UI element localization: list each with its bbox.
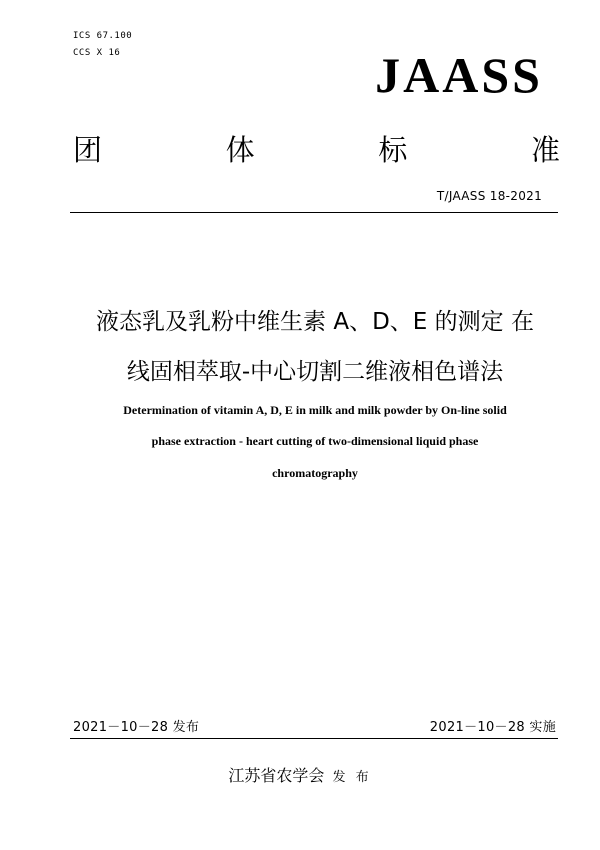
bottom-divider <box>70 738 558 739</box>
title-english-line-2: phase extraction - heart cutting of two-dimensional liquid phase <box>151 434 479 448</box>
title-chinese-line-1: 液态乳及乳粉中维生素 A、D、E 的测定 在 <box>96 309 534 335</box>
top-divider <box>70 212 558 213</box>
title-english-line-3: chromatography <box>272 466 358 480</box>
association-logo: JAASS <box>375 47 543 103</box>
issuer-action: 发 布 <box>332 770 372 785</box>
standard-type-char: 团 <box>73 133 103 167</box>
ics-code: ICS 67.100 <box>73 31 133 41</box>
issuer-line <box>200 763 400 786</box>
issuer-name: 江苏省农学会 <box>228 766 325 785</box>
standard-number: T/JAASS 18-2021 <box>436 189 542 203</box>
standard-type-char: 标 <box>378 133 408 167</box>
standard-type-char: 体 <box>225 133 255 167</box>
implementation-date: 2021－10－28 实施 <box>429 720 556 735</box>
standard-type-char: 准 <box>530 133 560 167</box>
title-chinese-line-2: 线固相萃取-中心切割二维液相色谱法 <box>126 359 504 385</box>
publish-date: 2021－10－28 发布 <box>73 720 200 735</box>
title-english-line-1: Determination of vitamin A, D, E in milk and milk powder by On-line solid <box>123 403 507 417</box>
ccs-code: CCS X 16 <box>73 48 121 58</box>
standard-type-heading <box>73 133 560 167</box>
